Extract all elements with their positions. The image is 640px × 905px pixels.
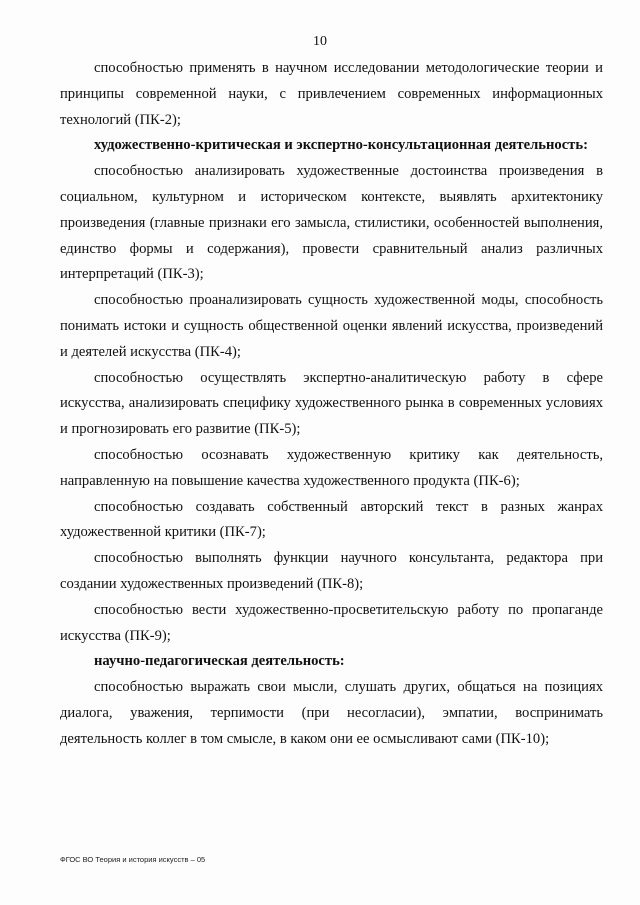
- competency-pk-10: способностью выражать свои мысли, слушать других, общаться на позициях диалога, уважения, терпимости (при несогласии), эмпатии, воспринимать деятельность коллег в том смысле, в каком они ее осмысливают сами (ПК-10);: [60, 679, 603, 747]
- section-heading-scientific-pedagogical: научно-педагогическая деятельность:: [94, 653, 345, 670]
- competency-pk-4: способностью проанализировать сущность художественной моды, способность понимать истоки и сущность общественной оценки явлений искусства, произведений и деятелей искусства (ПК-4);: [60, 292, 603, 360]
- page-body: [60, 56, 603, 753]
- competency-pk-6: способностью осознавать художественную критику как деятельность, направленную на повышение качества художественного продукта (ПК-6);: [60, 446, 603, 489]
- competency-pk-9: способностью вести художественно-просветительскую работу по пропаганде искусства (ПК-9);: [60, 601, 603, 644]
- competency-pk-5: способностью осуществлять экспертно-аналитическую работу в сфере искусства, анализировать специфику художественного рынка в современных условиях и прогнозировать его развитие (ПК-5);: [60, 369, 603, 438]
- page-number: 10: [313, 34, 327, 49]
- competency-pk-3: способностью анализировать художественные достоинства произведения в социальном, культурном и историческом контексте, выявлять архитектонику произведения (главные признаки его замысла, стилистики, особенностей выполнения, единство формы и содержания), провести сравнительный анализ различных интерпретаций (ПК-3);: [60, 163, 603, 283]
- competency-pk-8: способностью выполнять функции научного консультанта, редактора при создании художественных произведений (ПК-8);: [60, 550, 603, 592]
- competency-pk-7: способностью создавать собственный авторский текст в разных жанрах художественной критики (ПК-7);: [60, 498, 603, 541]
- competency-pk-2: способностью применять в научном исследовании методологические теории и принципы современной науки, с привлечением современных информационных технологий (ПК-2);: [60, 60, 603, 128]
- section-heading-critical-expert: художественно-критическая и экспертно-консультационная деятельность:: [94, 137, 588, 154]
- page-footer: ФГОС ВО Теория и история искусств – 05: [60, 855, 206, 864]
